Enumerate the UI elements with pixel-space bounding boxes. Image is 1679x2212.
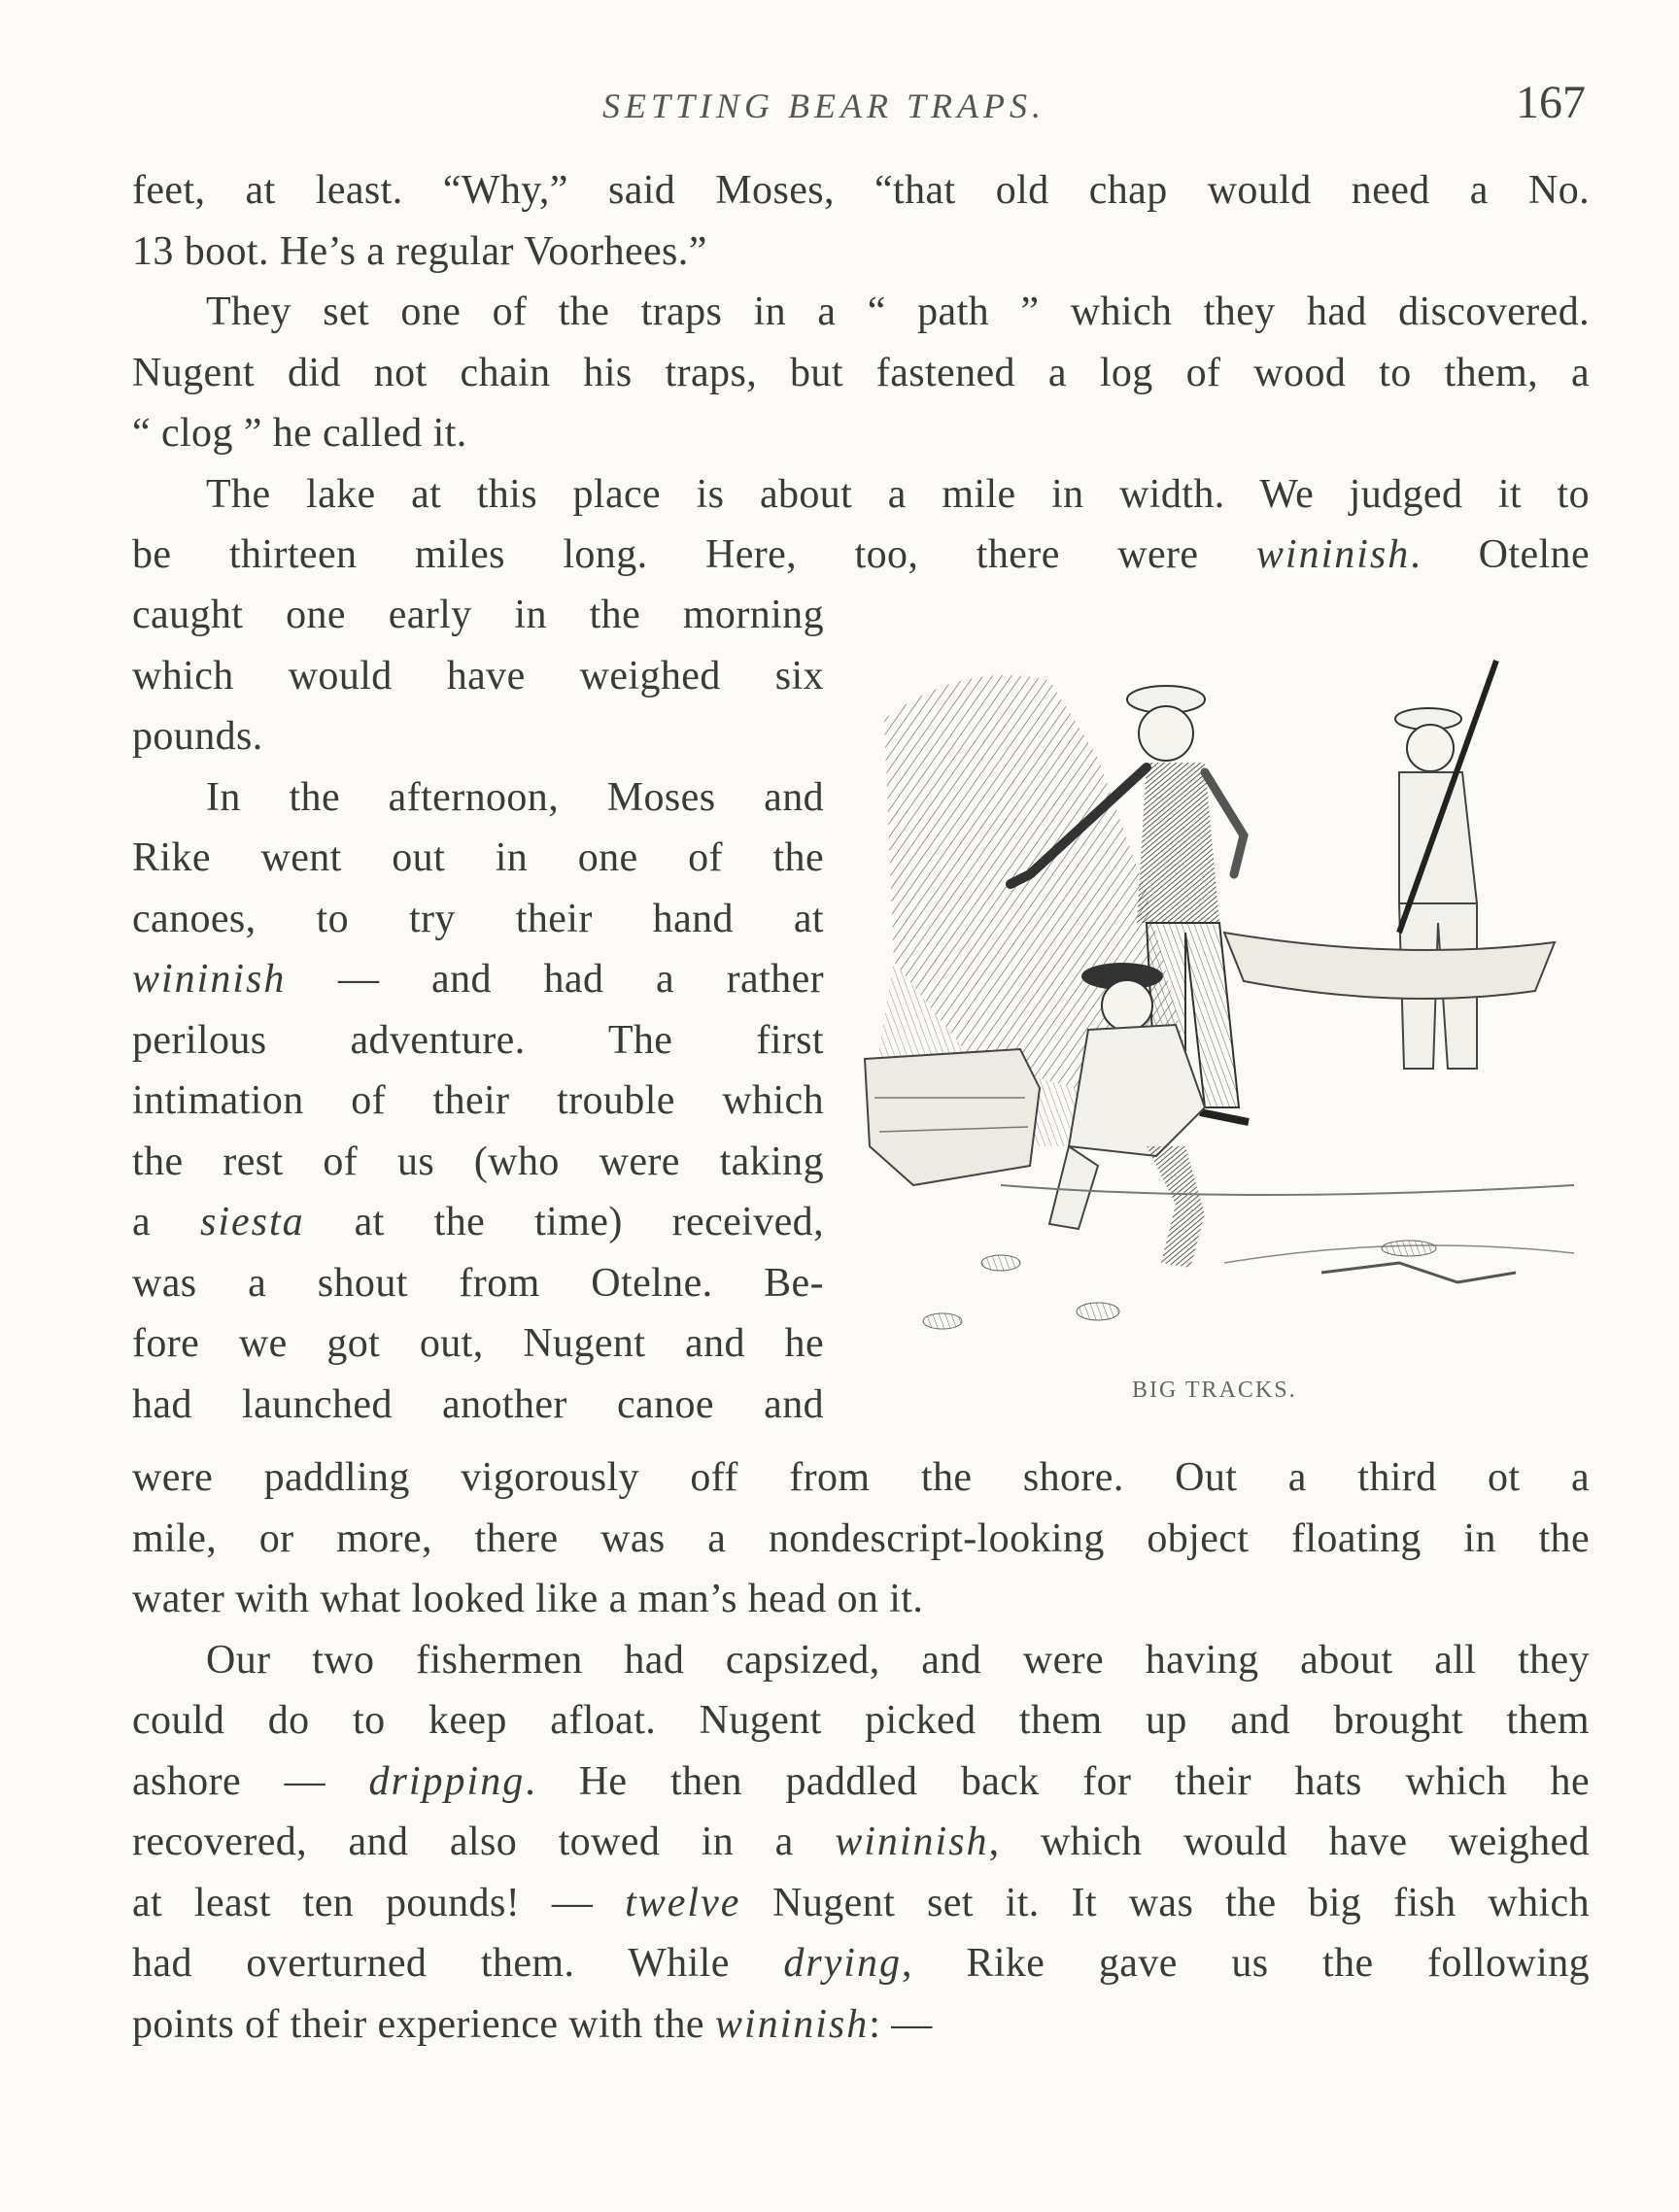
text-line: a siesta at the time) received, bbox=[132, 1200, 824, 1244]
text-line: feet, at least. “Why,” said Moses, “that old chap would need a No. bbox=[132, 168, 1590, 213]
text-line: caught one early in the morning bbox=[132, 593, 824, 637]
text-line: 13 boot. He’s a regular Voorhees.” bbox=[132, 228, 707, 274]
text-line: which would have weighed six bbox=[132, 653, 824, 698]
text-line: could do to keep afloat. Nugent picked them up and brought them bbox=[132, 1698, 1590, 1743]
text-line: the rest of us (who were taking bbox=[132, 1139, 824, 1184]
text-line: Nugent did not chain his traps, but fastened a log of wood to them, a bbox=[132, 350, 1590, 395]
text-line: The lake at this place is about a mile in width. We judged it to bbox=[206, 471, 1590, 517]
text-line: pounds. bbox=[132, 714, 263, 759]
engraving-big-tracks bbox=[855, 641, 1593, 1403]
text-line: recovered, and also towed in a wininish, which would have weighed bbox=[132, 1820, 1590, 1864]
text-block-bottom bbox=[132, 1447, 1590, 2055]
text-line: perilous adventure. The first bbox=[132, 1017, 824, 1063]
page-number: 167 bbox=[1516, 77, 1586, 128]
text-line: be thirteen miles long. Here, too, there were wininish. Otelne bbox=[132, 532, 1590, 577]
text-line: “ clog ” he called it. bbox=[132, 411, 467, 456]
page-header bbox=[0, 76, 1679, 134]
engraving-illustration bbox=[855, 641, 1593, 1341]
text-line: Rike went out in one of the bbox=[132, 835, 824, 880]
text-block-wrapped bbox=[132, 585, 824, 1435]
text-block-top bbox=[132, 160, 1590, 586]
text-line: In the afternoon, Moses and bbox=[206, 774, 824, 820]
text-line: wininish — and had a rather bbox=[132, 957, 824, 1002]
text-line: water with what looked like a man’s head on it. bbox=[132, 1577, 924, 1621]
text-line: mile, or more, there was a nondescript-looking object floating in the bbox=[132, 1515, 1590, 1561]
text-line: ashore — dripping. He then paddled back for their hats which he bbox=[132, 1758, 1590, 1804]
running-head: SETTING BEAR TRAPS. bbox=[602, 86, 1045, 125]
text-line: was a shout from Otelne. Be- bbox=[132, 1260, 824, 1306]
text-line: They set one of the traps in a “ path ” which they had discovered. bbox=[206, 289, 1590, 334]
figure-caption: BIG TRACKS. bbox=[1132, 1378, 1297, 1403]
text-line: Our two fishermen had capsized, and were having about all they bbox=[206, 1637, 1590, 1683]
text-line: intimation of their trouble which bbox=[132, 1078, 824, 1123]
text-line: had overturned them. While drying, Rike gave us the following bbox=[132, 1941, 1590, 1986]
text-line: canoes, to try their hand at bbox=[132, 896, 824, 941]
text-line: points of their experience with the wininish: — bbox=[132, 2001, 933, 2047]
text-line: had launched another canoe and bbox=[132, 1381, 824, 1427]
text-line: at least ten pounds! — twelve Nugent set it. It was the big fish which bbox=[132, 1880, 1590, 1925]
text-line: were paddling vigorously off from the shore. Out a third ot a bbox=[132, 1455, 1590, 1500]
text-line: fore we got out, Nugent and he bbox=[132, 1321, 824, 1366]
